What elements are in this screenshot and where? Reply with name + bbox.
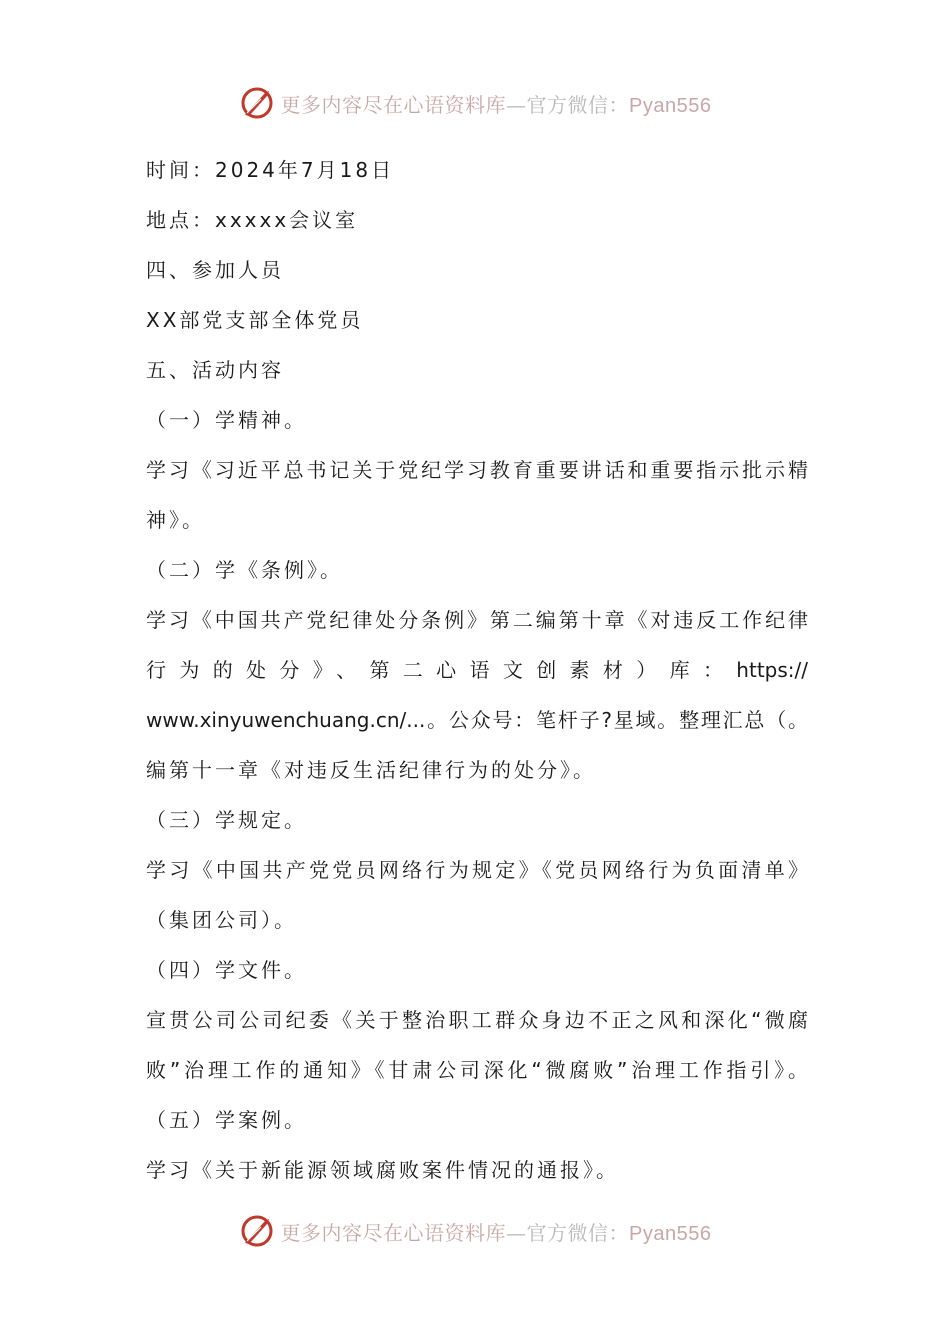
watermark-header — [0, 83, 950, 123]
watermark-dash: — — [506, 92, 527, 117]
watermark-main-text: 更多内容尽在心语资料库 — [280, 92, 507, 117]
paragraph-2-line-2: 行为的处分》、第二心语文创素材）库：https:// — [146, 658, 808, 682]
watermark-text — [281, 1217, 712, 1246]
subheading-4: （四）学文件。 — [146, 958, 307, 982]
section-heading-participants: 四、参加人员 — [146, 258, 284, 282]
paragraph-5-line-1: 学习《关于新能源领域腐败案件情况的通报》。 — [146, 1158, 619, 1182]
paragraph-3-line-1: 学习《中国共产党党员网络行为规定》《党员网络行为负面清单》 — [146, 858, 808, 882]
paragraph-2-line-3: www.xinyuwenchuang.cn/...。公众号：笔杆子?星域。整理汇总（。 — [146, 708, 808, 732]
watermark-sub-text: 官方微信： — [526, 1220, 630, 1245]
paragraph-2-line-1: 学习《中国共产党纪律处分条例》第二编第十章《对违反工作纪律 — [146, 608, 808, 632]
watermark-wechat-id: Pyan556 — [629, 1222, 712, 1245]
subheading-2: （二）学《条例》。 — [146, 558, 343, 582]
meeting-time: 时间：2024年7月18日 — [146, 158, 395, 182]
subheading-5: （五）学案例。 — [146, 1108, 307, 1132]
paragraph-2-line-4: 编第十一章《对违反生活纪律行为的处分》。 — [146, 758, 596, 782]
paragraph-1-line-2: 神》。 — [146, 508, 205, 532]
meeting-location: 地点：xxxxx会议室 — [146, 208, 359, 232]
quill-logo-icon — [239, 1213, 275, 1249]
paragraph-3-line-2: （集团公司）。 — [146, 908, 297, 932]
paragraph-1-line-1: 学习《习近平总书记关于党纪学习教育重要讲话和重要指示批示精 — [146, 458, 808, 482]
subheading-3: （三）学规定。 — [146, 808, 307, 832]
watermark-main-text: 更多内容尽在心语资料库 — [280, 1220, 507, 1245]
watermark-text — [281, 89, 712, 118]
watermark-wechat-id: Pyan556 — [629, 94, 712, 117]
section-heading-activities: 五、活动内容 — [146, 358, 284, 382]
document-body — [146, 145, 808, 1195]
watermark-footer — [0, 1211, 950, 1251]
paragraph-4-line-2: 败”治理工作的通知》《甘肃公司深化“微腐败”治理工作指引》。 — [146, 1058, 808, 1082]
quill-logo-icon — [239, 85, 275, 121]
subheading-1: （一）学精神。 — [146, 408, 307, 432]
watermark-sub-text: 官方微信： — [526, 92, 630, 117]
paragraph-4-line-1: 宣贯公司公司纪委《关于整治职工群众身边不正之风和深化“微腐 — [146, 1008, 808, 1032]
participants-text: XX部党支部全体党员 — [146, 308, 364, 332]
watermark-dash: — — [506, 1220, 527, 1245]
